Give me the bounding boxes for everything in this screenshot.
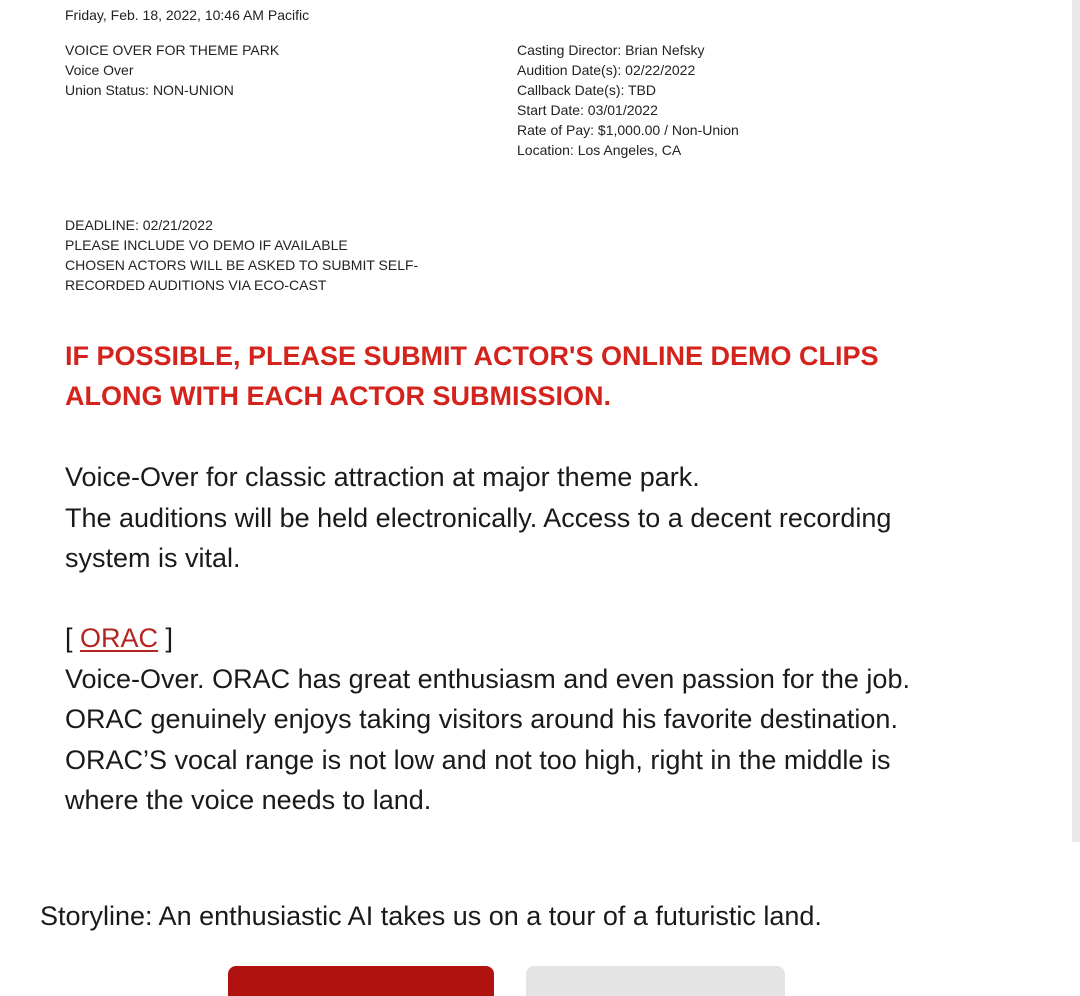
submit-button[interactable] bbox=[228, 966, 494, 996]
demo-note: PLEASE INCLUDE VO DEMO IF AVAILABLE bbox=[65, 237, 348, 253]
project-title: VOICE OVER FOR THEME PARK bbox=[65, 42, 280, 58]
demo-clips-alert: IF POSSIBLE, PLEASE SUBMIT ACTOR'S ONLINE DEMO CLIPS ALONG WITH EACH ACTOR SUBMISSION. bbox=[65, 341, 879, 411]
posted-timestamp: Friday, Feb. 18, 2022, 10:46 AM Pacific bbox=[65, 7, 310, 23]
role-heading bbox=[65, 618, 965, 659]
start-date: Start Date: 03/01/2022 bbox=[517, 102, 658, 118]
project-details bbox=[517, 40, 739, 160]
project-type: Voice Over bbox=[65, 62, 134, 78]
role-bracket-close: ] bbox=[158, 623, 174, 653]
project-info bbox=[65, 40, 279, 100]
storyline: Storyline: An enthusiastic AI takes us on a tour of a futuristic land. bbox=[40, 901, 822, 931]
eco-cast-note: RECORDED AUDITIONS VIA ECO-CAST bbox=[65, 277, 327, 293]
audition-dates: Audition Date(s): 02/22/2022 bbox=[517, 62, 696, 78]
submission-notes bbox=[65, 215, 418, 295]
secondary-button[interactable] bbox=[526, 966, 785, 996]
role-description: Voice-Over. ORAC has great enthusiasm and even passion for the job. ORAC genuinely enjoys taking visitors around his favorite destination. ORAC’S vocal range is not low and not too high, right in the middle is where the voice needs to land. bbox=[65, 663, 910, 815]
location: Location: Los Angeles, CA bbox=[517, 142, 682, 158]
role-name-link[interactable]: ORAC bbox=[80, 623, 159, 653]
vertical-scrollbar[interactable] bbox=[1072, 0, 1080, 842]
description-line-2: The auditions will be held electronically. Access to a decent recording system is vital. bbox=[65, 502, 892, 573]
role-section bbox=[65, 618, 965, 821]
callback-dates: Callback Date(s): TBD bbox=[517, 82, 657, 98]
role-bracket-open: [ bbox=[65, 623, 81, 653]
union-status: Union Status: NON-UNION bbox=[65, 82, 234, 98]
project-description bbox=[65, 457, 965, 579]
casting-director: Casting Director: Brian Nefsky bbox=[517, 42, 705, 58]
deadline-note: DEADLINE: 02/21/2022 bbox=[65, 217, 213, 233]
description-line-1: Voice-Over for classic attraction at major theme park. bbox=[65, 462, 700, 492]
self-record-note: CHOSEN ACTORS WILL BE ASKED TO SUBMIT SELF- bbox=[65, 257, 419, 273]
rate-of-pay: Rate of Pay: $1,000.00 / Non-Union bbox=[517, 122, 739, 138]
